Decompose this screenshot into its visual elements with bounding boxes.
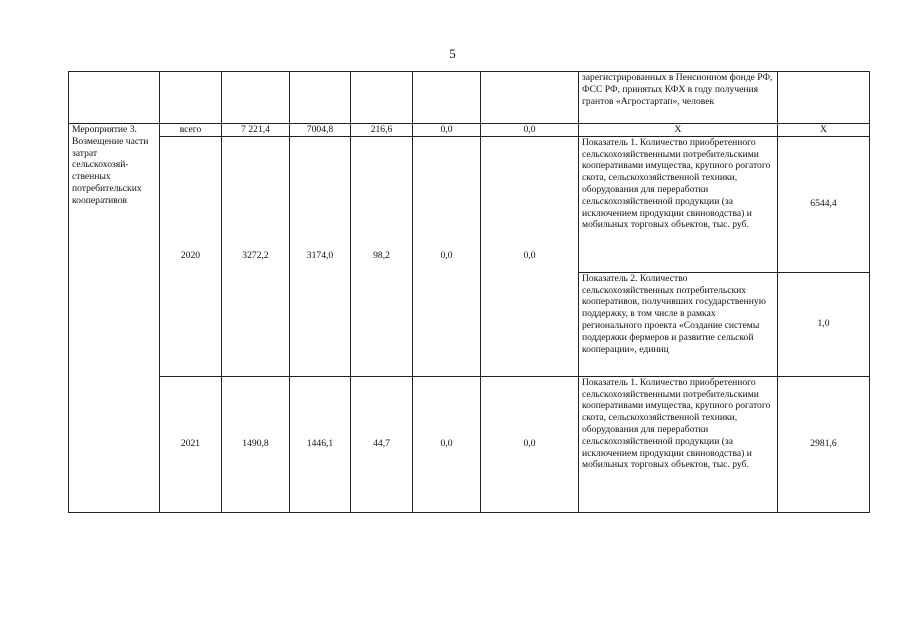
indicator-cell: зарегистрированных в Пенсионном фонде РФ, ФСС РФ, принятых КФХ в году получения грантов «Агростартап», человек (579, 72, 778, 124)
value-cell: 1,0 (778, 272, 870, 376)
measure-name-cell: Мероприятие 3. Возмещение части затрат сельскохозяй-ственных потребительских кооперативов (69, 124, 160, 513)
amount-cell: 216,6 (351, 124, 413, 137)
value-cell: 2981,6 (778, 376, 870, 512)
year-cell: 2020 (160, 136, 222, 376)
empty-cell (290, 72, 351, 124)
value-cell: 6544,4 (778, 136, 870, 272)
amount-cell: 0,0 (413, 124, 481, 137)
amount-cell: 0,0 (413, 376, 481, 512)
indicator-cell: Показатель 1. Количество приобретенного сельскохозяйственными потребительскими кооперативами имущества, крупного рогатого скота, сельскохозяйственной техники, оборудования для переработки сельскохозяйственной продукции (за исключением продукции свиноводства) и мобильных торговых объектов, тыс. руб. (579, 376, 778, 512)
amount-cell: 7004,8 (290, 124, 351, 137)
empty-cell (351, 72, 413, 124)
amount-cell: 7 221,4 (222, 124, 290, 137)
indicator-cell: Показатель 1. Количество приобретенного сельскохозяйственными потребительскими кооперативами имущества, крупного рогатого скота, сельскохозяйственной техники, оборудования для переработки сельскохозяйственной продукции (за исключением продукции свиноводства) и мобильных торговых объектов, тыс. руб. (579, 136, 778, 272)
amount-cell: 1490,8 (222, 376, 290, 512)
indicator-cell: Показатель 2. Количество сельскохозяйственных потребительских кооперативов, получивших государственную поддержку, в том числе в рамках регионального проекта «Создание системы поддержки фермеров и развитие сельской кооперации», единиц (579, 272, 778, 376)
empty-cell (222, 72, 290, 124)
continuation-row (69, 72, 870, 124)
total-row (69, 124, 870, 137)
empty-cell (160, 72, 222, 124)
amount-cell: 3174,0 (290, 136, 351, 376)
amount-cell: 1446,1 (290, 376, 351, 512)
year-cell: всего (160, 124, 222, 137)
indicator-cell: Х (579, 124, 778, 137)
value-cell: Х (778, 124, 870, 137)
amount-cell: 0,0 (481, 124, 579, 137)
amount-cell: 3272,2 (222, 136, 290, 376)
year-2021-row (69, 376, 870, 512)
amount-cell: 44,7 (351, 376, 413, 512)
page-number: 5 (449, 46, 456, 61)
year-cell: 2021 (160, 376, 222, 512)
amount-cell: 0,0 (413, 136, 481, 376)
amount-cell: 0,0 (481, 136, 579, 376)
empty-cell (778, 72, 870, 124)
empty-cell (481, 72, 579, 124)
amount-cell: 98,2 (351, 136, 413, 376)
year-2020-row-1 (69, 136, 870, 272)
empty-cell (69, 72, 160, 124)
empty-cell (413, 72, 481, 124)
amount-cell: 0,0 (481, 376, 579, 512)
program-table (68, 71, 870, 513)
